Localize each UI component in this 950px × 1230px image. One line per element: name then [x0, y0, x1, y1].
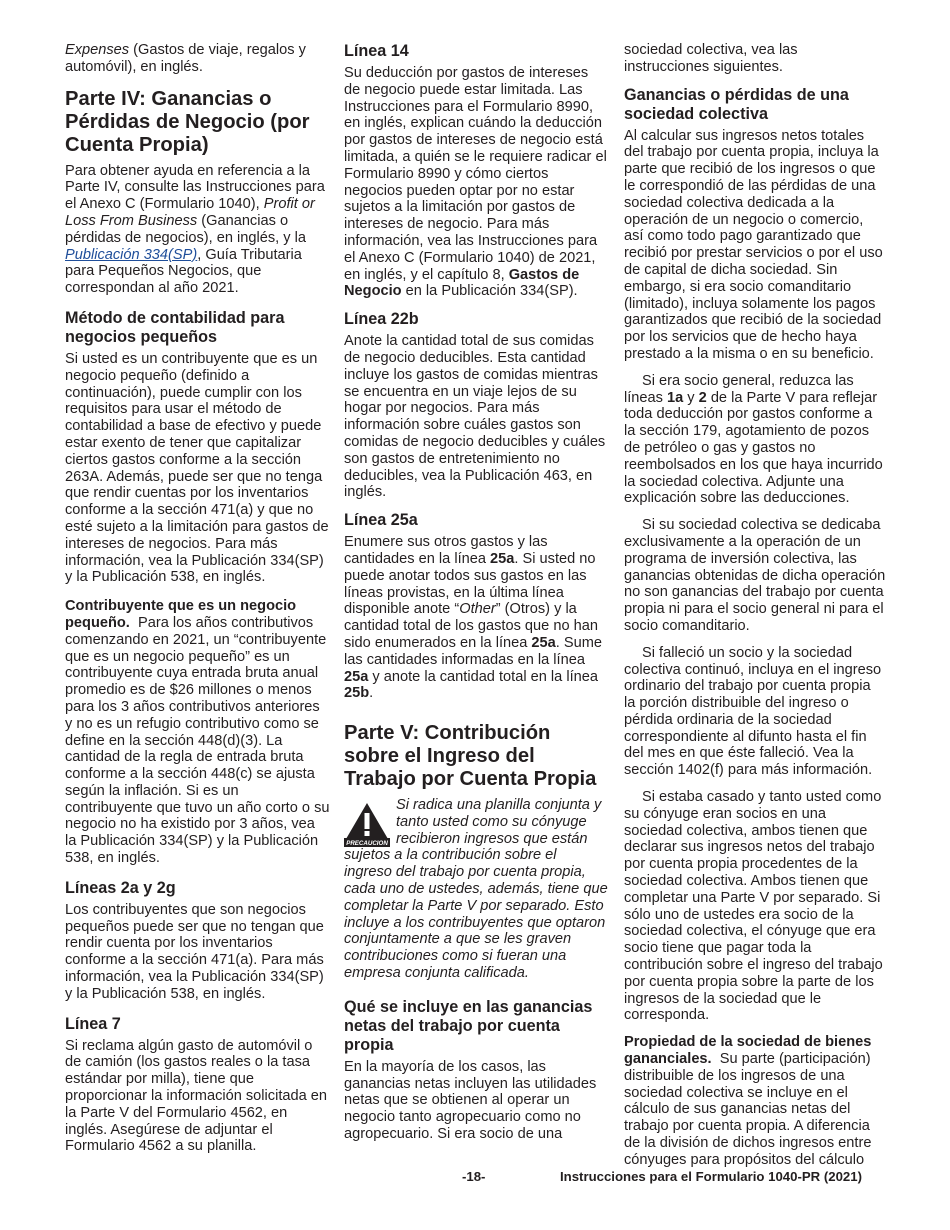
heading-linea-22b: Línea 22b — [344, 310, 419, 329]
paragraph: Al calcular sus ingresos netos totales del trabajo por cuenta propia, incluya la parte que recibió de los ingresos o que le correspondió de las pérdidas de una sociedad colectiva dedicada a la operación de un negocio o comercio, así como todo pago garantizado que recibió por prestar servicios o por el uso de capital de dicha sociedad. Sin embargo, si era socio comanditario (limitado), incluya solamente los pagos garantizados que recibió de la sociedad por los servicios que de hecho haya prestado a la misma o en su beneficio. — [624, 127, 883, 362]
column-1 — [65, 42, 330, 1163]
heading-metodo-contabilidad: Método de contabilidad para negocios pequeños — [65, 308, 285, 346]
paragraph: Si era socio general, reduzca las líneas 1a y 2 de la Parte V para reflejar toda deducción por gastos conforme a la sección 179, agotamiento de pozos de petróleo o gas y gastos no reembolsados en los que haya incurrido la sociedad colectiva. Adjunte una explicación sobre las deducciones. — [624, 372, 883, 507]
paragraph: Si estaba casado y tanto usted como su cónyuge eran socios en una sociedad colectiva, ambos tienen que declarar sus ingresos netos del trabajo por cuenta propia procedentes de la sociedad colectiva. Ambos tienen que completar una Parte V por separado. Si sólo uno de ustedes era socio de la sociedad colectiva, el cónyuge que era socio tiene que pagar toda la contribución sobre el ingreso del trabajo por cuenta propia sobre la parte de los ingresos de la sociedad que le corresponda. — [624, 789, 883, 1024]
footer-title: Instrucciones para el Formulario 1040-PR (2021) — [560, 1169, 862, 1184]
paragraph: Enumere sus otros gastos y las cantidades en la línea 25a. Si usted no puede anotar todos sus gastos en las líneas provistas, en la última línea disponible anote “Other” (Otros) y la cantidad total de los gastos que no han sido enumerados en la línea 25a. Sume las cantidades informadas en la línea 25a y anote la cantidad total en la línea 25b. — [344, 534, 603, 702]
paragraph: Para obtener ayuda en referencia a la Parte IV, consulte las Instrucciones para el Anexo C (Formulario 1040), Profit or Loss From Business (Ganancias o pérdidas de negocios), en inglés, y la Publicación 334(SP), Guía Tributaria para Pequeños Negocios, que correspondan al año 2021. — [65, 162, 325, 297]
heading-lineas-2a-2g: Líneas 2a y 2g — [65, 878, 176, 897]
heading-ganancias-sociedad: Ganancias o pérdidas de una sociedad colectiva — [624, 85, 849, 123]
page-number: -18- — [462, 1169, 486, 1184]
paragraph: Si falleció un socio y la sociedad colectiva continuó, incluya en el ingreso ordinario del trabajo por cuenta propia la porción distribuible del ingreso o pérdida ordinaria de la sociedad correspondiente al difunto hasta el fin del mes en que éste falleció. Vea la sección 1402(f) para más información. — [624, 644, 882, 779]
heading-que-se-incluye: Qué se incluye en las ganancias netas del trabajo por cuenta propia — [344, 997, 593, 1054]
publicacion-334sp-link[interactable]: Publicación 334(SP) — [65, 246, 198, 263]
caution-note — [344, 797, 608, 982]
paragraph: Expenses (Gastos de viaje, regalos y automóvil), en inglés. — [65, 42, 306, 75]
paragraph: sociedad colectiva, vea las instrucciones siguientes. — [624, 42, 798, 75]
paragraph: Si reclama algún gasto de automóvil o de camión (los gastos reales o la tasa estándar por milla), tiene que proporcionar la información solicitada en la Parte V del Formulario 4562, en inglés. Asegúrese de adjuntar el Formulario 4562 a su planilla. — [65, 1037, 328, 1155]
heading-linea-7: Línea 7 — [65, 1014, 121, 1033]
column-2 — [344, 42, 608, 1151]
heading-parte-v: Parte V: Contribución sobre el Ingreso del Trabajo por Cuenta Propia — [344, 722, 597, 791]
paragraph: Propiedad de la sociedad de bienes gananciales. Su parte (participación) distribuible de los ingresos de una sociedad colectiva se incluye en el cálculo de sus ganancias netas del trabajo por cuenta propia. A diferencia de la división de dichos ingresos entre cónyuges para propósitos del cálculo — [624, 1034, 872, 1168]
caution-warning-icon — [344, 801, 390, 847]
column-3 — [624, 42, 886, 1177]
paragraph: Si su sociedad colectiva se dedicaba exclusivamente a la operación de un programa de inversión colectiva, las ganancias obtenidas de dicha operación no son ganancias del trabajo por cuenta propia ni para el socio general ni para el socio comanditario. — [624, 517, 886, 634]
paragraph: Su deducción por gastos de intereses de negocio puede estar limitada. Las Instrucciones para el Formulario 8990, en inglés, explican cuándo la deducción por gastos de intereses de negocio está limitada, a quién se le requiere radicar el Formulario 8990 y cómo ciertos negocios pueden optar por no estar sujetos a la limitación por gastos de intereses de negocio. Para más información, vea las Instrucciones para el Anexo C (Formulario 1040) de 2021, en inglés, y el capítulo 8, Gastos de Negocio en la Publicación 334(SP). — [344, 65, 607, 300]
heading-linea-25a: Línea 25a — [344, 511, 418, 530]
paragraph: Si usted es un contribuyente que es un negocio pequeño (definido a continuación), puede cumplir con los requisitos para usar el método de contabilidad a base de efectivo y puede estar exento de tener que capitalizar ciertos gastos conforme a la sección 263A. Además, puede ser que no tenga que rendir cuentas por los inventarios conforme a la sección 471(a) y que no esté sujeto a la limitación para gastos de intereses de negocios. Para más información, vea la Publicación 334(SP) y la Publicación 538, en inglés. — [65, 350, 329, 586]
heading-linea-14: Línea 14 — [344, 42, 409, 60]
paragraph: Anote la cantidad total de sus comidas de negocio deducibles. Esta cantidad incluye los gastos de comidas mientras se encuentra en un viaje lejos de su hogar por negocios. Para más información sobre cuáles gastos son comidas de negocio deducibles y cuáles son gastos de entretenimiento no deducibles, vea la Publicación 463, en inglés. — [344, 333, 606, 501]
caution-label: PRECAUCION — [346, 840, 388, 848]
caution-text: Si radica una planilla conjunta y tanto usted como su cónyuge recibieron ingresos que están sujetos a la contribución sobre el ingreso del trabajo por cuenta propia, cada uno de ustedes, además, tiene que completar la Parte V por separado. Esto incluye a los contribuyentes que optaron conjuntamente a que se les graven contribuciones como si fueran una empresa conjunta calificada. — [344, 797, 608, 982]
paragraph: Los contribuyentes que son negocios pequeños puede ser que no tengan que rendir cuenta por los inventarios conforme a la sección 471(a). Para más información, vea la Publicación 334(SP) y la Publicación 538, en inglés. — [65, 901, 324, 1002]
paragraph: Contribuyente que es un negocio pequeño. Para los años contributivos comenzando en 2021, un “contribuyente que es un negocio pequeño” es un contribuyente cuya entrada bruta anual promedio es de $26 millones o menos para los 3 años contributivos anteriores y no es un refugio contributivo como se define en la sección 448(d)(3). La cantidad de la regla de entrada bruta conforme a la sección 448(c) se ajusta según la inflación. Si es un contribuyente que tuvo un año corto o su negocio no ha existido por 3 años, vea la Publicación 334(SP) y la Publicación 538, en inglés. — [65, 598, 330, 867]
heading-parte-iv: Parte IV: Ganancias o Pérdidas de Negocio (por Cuenta Propia) — [65, 87, 310, 156]
paragraph: En la mayoría de los casos, las ganancias netas incluyen las utilidades netas que se obtienen al operar un negocio tanto agropecuario como no agropecuario. Si era socio de una — [344, 1058, 597, 1143]
